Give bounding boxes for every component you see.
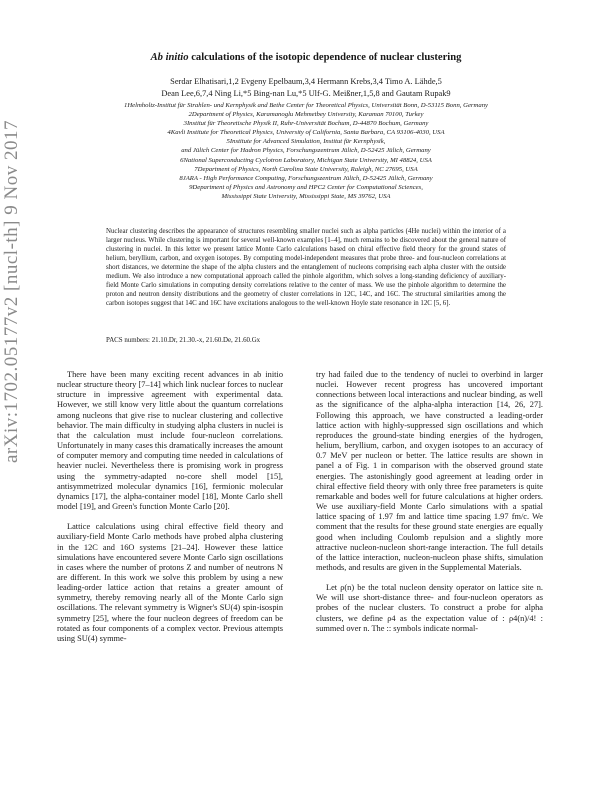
pacs-numbers: PACS numbers: 21.10.Dr, 21.30.-x, 21.60.De, 21.60.Gx — [106, 337, 261, 344]
affiliation: 1Helmholtz-Institut für Strahlen- und Kernphysik and Bethe Center for Theoretical Physics, Universität Bonn, D-53115 Bonn, Germany — [123, 102, 489, 109]
affiliation: 5Institute for Advanced Simulation, Institut für Kernphysik, — [226, 138, 386, 146]
author-list — [60, 76, 552, 101]
title-italic: Ab initio — [150, 52, 189, 63]
affiliation: 9Department of Physics and Astronomy and HPC2 Center for Computational Sciences, — [189, 183, 423, 191]
paper-title — [70, 52, 542, 63]
body-paragraph: try had failed due to the tendency of nuclei to overbind in larger nuclei. However recent progress has uncovered important connections between local interactions and nuclear binding, as well as the significance of the alpha-alpha interaction [14, 26, 27]. Following this approach, we have constructed a leading-order lattice action with highly-suppressed sign oscillations and which reproduces the ground-state binding energies of the hydrogen, helium, beryllium, carbon, and oxygen isotopes to an accuracy of 0.7 MeV per nucleon or better. The lattice results are shown in panel a of Fig. 1 in comparison with the observed ground state energies. The astonishingly good agreement at leading order in chiral effective field theory with only three free parameters is quite remarkable and bodes well for future calculations at higher orders. We use auxiliary-field Monte Carlo simulations with a spatial lattice spacing of 1.97 fm and lattice time spacing 1.97 fm/c. We comment that the results for these ground state energies are equally good when including Coulomb repulsion and a slightly more attractive nucleon-nucleon short-range interaction. The full details of the lattice interaction, nucleon-nucleon phase shifts, simulation methods, and results are given in the Supplemental Materials. — [316, 370, 543, 572]
affiliation: 3Institut für Theoretische Physik II, Ruhr-Universität Bochum, D-44870 Bochum, Germany — [183, 120, 429, 128]
affiliation: Mississippi State University, Mississippi State, MS 39762, USA — [221, 192, 391, 200]
abstract: Nuclear clustering describes the appearance of structures resembling smaller nuclei such as alpha particles (4He nuclei) within the interior of a larger nucleus. While clustering is important for several well-known examples [1–4], much remains to be discovered about the general nature of clustering in nuclei. In this letter we present lattice Monte Carlo calculations based on chiral effective field theory for the ground states of helium, beryllium, carbon, and oxygen isotopes. By computing model-independent measures that probe three- and four-nucleon correlations at short distances, we determine the shape of the alpha clusters and the entanglement of nucleons comprising each alpha cluster with the outside medium. We also introduce a new computational approach called the pinhole algorithm, which solves a long-standing deficiency of auxiliary-field Monte Carlo simulations in computing density correlations relative to the center of mass. We use the pinhole algorithm to determine the proton and neutron density distributions and the geometry of cluster correlations in 12C, 14C, and 16C. The structural similarities among the carbon isotopes suggest that 14C and 16C have excitations analogous to the well-known Hoyle state resonance in 12C [5, 6]. — [106, 228, 506, 308]
affiliation: 2Department of Physics, Karamanoglu Mehmetbey University, Karaman 70100, Turkey — [188, 111, 424, 119]
title-rest: calculations of the isotopic dependence of nuclear clustering — [188, 52, 462, 63]
affiliation-list — [58, 101, 554, 201]
body-paragraph: There have been many exciting recent advances in ab initio nuclear structure theory [7–14] which link nuclear forces to nuclear structure in impressive agreement with experimental data. However, we still know very little about the quantum correlations among nucleons that give rise to nuclear clustering and collective behavior. The main difficulty in studying alpha clusters in nuclei is that the calculation must include four-nucleon correlations. Unfortunately in many cases this dramatically increases the amount of computer memory and computing time needed in calculations of heavier nuclei. Nevertheless there is promising work in progress using the symmetry-adapted no-core shell model [15], antisymmetrized molecular dynamics [16], fermionic molecular dynamics [17], the alpha-container model [18], Monte Carlo shell model [19], and Green's function Monte Carlo [20]. — [57, 370, 283, 512]
arxiv-identifier: arXiv:1702.05177v2 [nucl-th] 9 Nov 2017 — [1, 120, 22, 463]
affiliation: 6National Superconducting Cyclotron Laboratory, Michigan State University, MI 48824, USA — [180, 156, 432, 164]
body-paragraph: Lattice calculations using chiral effective field theory and auxiliary-field Monte Carlo methods have probed alpha clustering in the 12C and 16O systems [21–24]. However these lattice simulations have encountered severe Monte Carlo sign oscillations in cases where the number of protons Z and number of neutrons N are different. In this work we solve this problem by using a new leading-order lattice action that retains a greater amount of symmetry, thereby removing nearly all of the Monte Carlo sign oscillations. The relevant symmetry is Wigner's SU(4) spin-isospin symmetry [25], where the four nucleon degrees of freedom can be rotated as four components of a complex vector. Previous attempts using SU(4) symme- — [57, 522, 283, 643]
author-line: Serdar Elhatisari,1,2 Evgeny Epelbaum,3,4 Hermann Krebs,3,4 Timo A. Lähde,5 — [170, 77, 442, 86]
body-column-right — [316, 370, 543, 634]
body-column-left — [57, 370, 283, 644]
body-paragraph: Let ρ(n) be the total nucleon density operator on lattice site n. We will use short-distance three- and four-nucleon operators as probes of the nuclear clusters. To construct a probe for alpha clusters, we define ρ4 as the expectation value of : ρ4(n)/4! : summed over n. The :: symbols indicate normal- — [316, 583, 543, 633]
affiliation: 7Department of Physics, North Carolina State University, Raleigh, NC 27695, USA — [194, 165, 418, 173]
author-line: Dean Lee,6,7,4 Ning Li,*5 Bing-nan Lu,*5 Ulf-G. Meißner,1,5,8 and Gautam Rupak9 — [161, 89, 451, 99]
affiliation: 4Kavli Institute for Theoretical Physics, University of California, Santa Barbara, CA 93106-4030, USA — [167, 129, 445, 137]
affiliation: and Jülich Center for Hadron Physics, Forschungszentrum Jülich, D-52425 Jülich, Germany — [181, 147, 431, 155]
affiliation: 8JARA - High Performance Computing, Forschungszentrum Jülich, D-52425 Jülich, Germany — [179, 174, 433, 182]
